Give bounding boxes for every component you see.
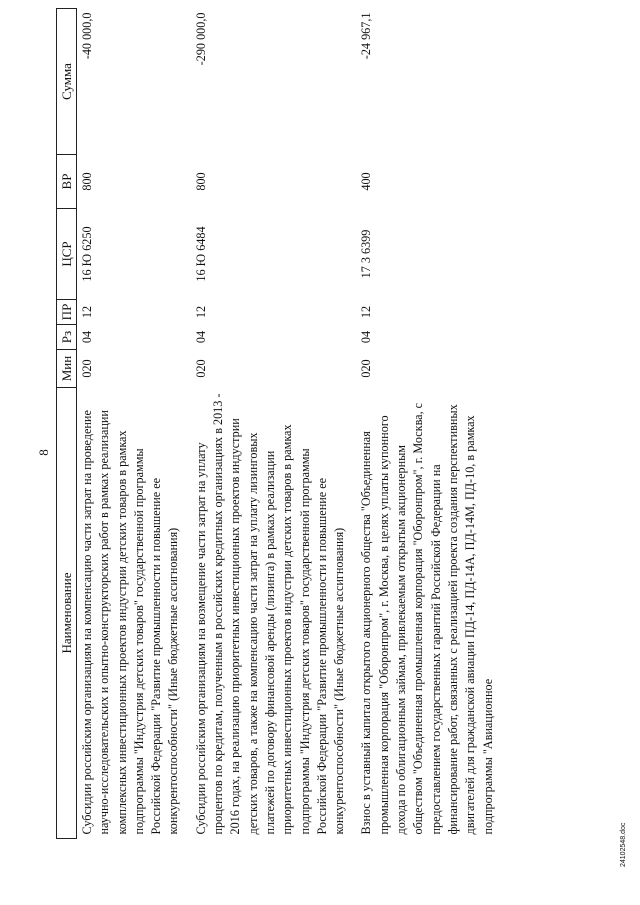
- row-vr: 800: [193, 172, 208, 191]
- row-rz: 04: [193, 330, 208, 344]
- row-sum: -40 000,0: [80, 12, 94, 60]
- header-rz: Рз: [57, 325, 77, 350]
- row-pr: 12: [80, 305, 94, 319]
- header-csr: ЦСР: [57, 209, 77, 300]
- table-row: [191, 9, 357, 839]
- row-vr: 800: [80, 172, 94, 191]
- row-rz: 04: [80, 330, 94, 344]
- page-number: 8: [36, 449, 51, 456]
- row-name: Субсидии российским организациям на компенсацию части затрат на проведение научно-исследовательских и опытно-конструкторских работ в рамках реализации комплексных инвестиционных проектов индустрии детских товаров в рамках подпрограммы "Индустрия детских товаров" государственной программы Российской Федерации "Развитие промышленности и повышение ее конкурентоспособности" (Иные бюджетные ассигнования): [80, 410, 181, 835]
- header-min: Мин: [57, 350, 77, 388]
- header-vr: ВР: [57, 155, 77, 209]
- table-row: [77, 9, 191, 839]
- row-csr: 16 Ю 6484: [193, 226, 208, 282]
- row-min: 020: [193, 359, 208, 378]
- row-rz: 04: [359, 330, 374, 344]
- header-name: Наименование: [57, 388, 77, 839]
- table-header-row: [57, 9, 77, 839]
- row-pr: 12: [359, 305, 374, 319]
- row-csr: 17 3 6399: [359, 229, 374, 279]
- row-sum: -24 967,1: [359, 12, 374, 60]
- row-sum: -290 000,0: [193, 12, 208, 66]
- row-name: Взнос в уставный капитал открытого акционерного общества "Объединенная промышленная корпорация "Оборонпром", г. Москва, в целях уплаты купонного дохода по облигационным займам, привлекаемым открытым акционерным обществом "Объединенная промышленная корпорация "Оборонпром", г. Москва, с предоставлением государственных гарантий Российской Федерации на финансирование работ, связанных с реализацией проекта создания перспективных двигателей для гражданской авиации ПД-14, ПД-14А, ПД-14М, ПД-10, в рамках подпрограммы "Авиационное: [359, 402, 495, 835]
- row-vr: 400: [359, 172, 374, 191]
- budget-table: [56, 8, 505, 839]
- table-row: [356, 9, 504, 839]
- header-pr: ПР: [57, 300, 77, 325]
- row-pr: 12: [193, 305, 208, 319]
- row-min: 020: [80, 359, 94, 378]
- footer-filename: 24102548.doc: [620, 822, 627, 867]
- row-name: Субсидии российским организациям на возмещение части затрат на уплату процентов по кредитам, полученным в российских кредитных организациях в 2013 - 2016 годах, на реализацию приоритетных инвестиционных проектов индустрии детских товаров, а также на компенсацию части затрат на уплату лизинговых платежей по договору финансовой аренды (лизинга) в рамках реализации приоритетных инвестиционных проектов индустрии детских товаров в рамках подпрограммы "Индустрия детских товаров" государственной программы Российской Федерации "Развитие промышленности и повышение ее конкурентоспособности" (Иные бюджетные ассигнования): [193, 393, 347, 835]
- row-csr: 16 Ю 6250: [80, 226, 94, 282]
- header-sum: Сумма: [57, 9, 77, 155]
- row-min: 020: [359, 359, 374, 378]
